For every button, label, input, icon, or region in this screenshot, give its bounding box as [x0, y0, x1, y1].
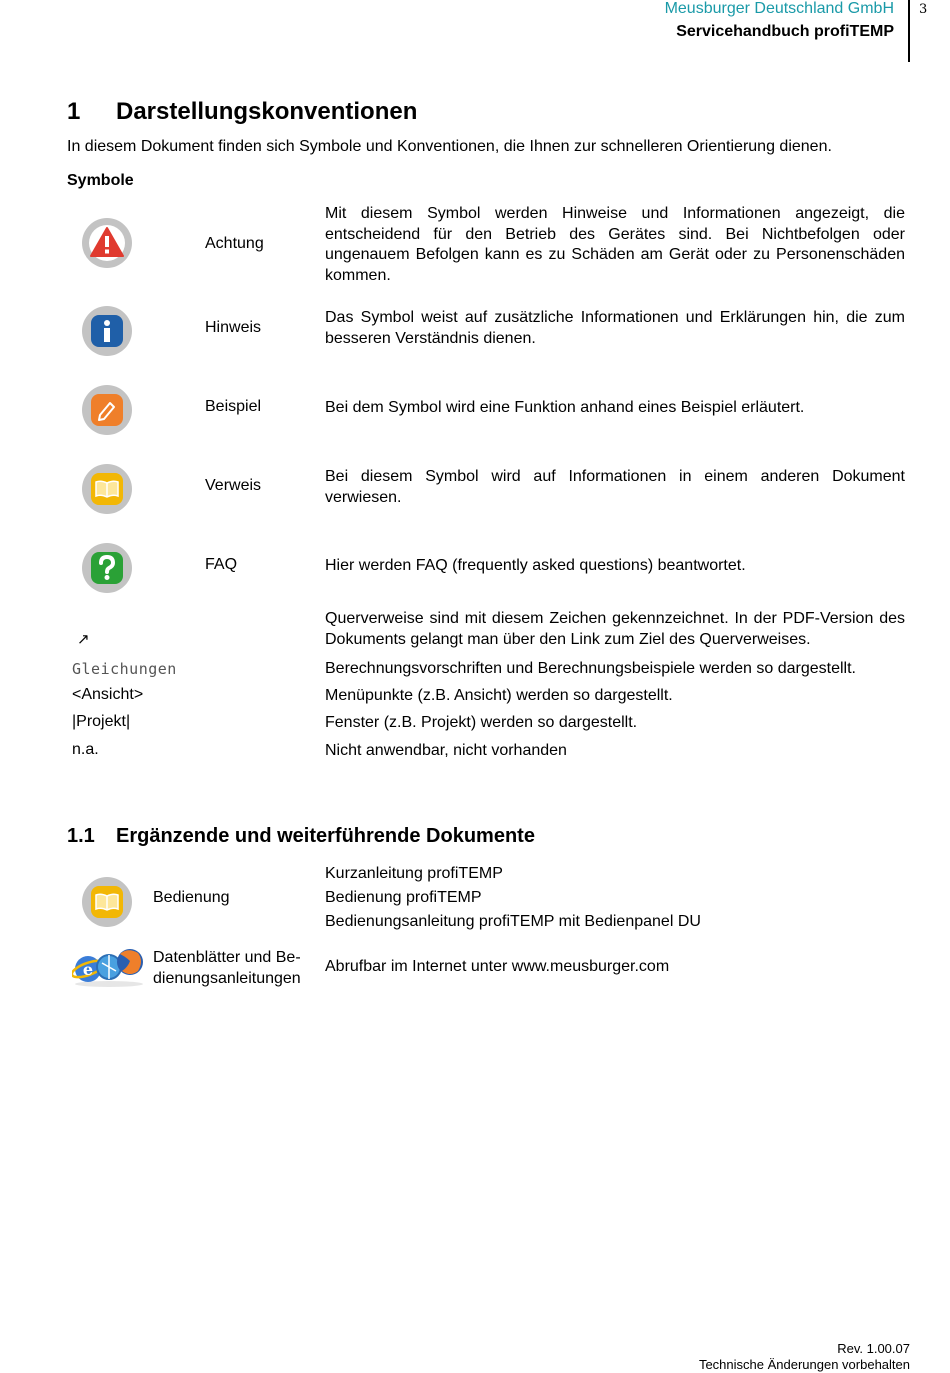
pencil-glyph — [95, 398, 119, 422]
doc-line-bedienungsanleitung: Bedienungsanleitung profiTEMP mit Bedienpanel DU — [325, 913, 701, 930]
symbol-desc-beispiel: Bei dem Symbol wird eine Funktion anhand eines Beispiel erläutert. — [325, 399, 805, 416]
symbol-label-beispiel: Beispiel — [205, 398, 262, 415]
symbol-label-hinweis: Hinweis — [205, 319, 262, 336]
question-icon — [82, 543, 132, 593]
subsection-number: 1.1 — [67, 825, 95, 847]
doc-label-bedienung: Bedienung — [153, 889, 230, 906]
book-icon — [82, 464, 132, 514]
question-icon-inner — [91, 552, 123, 584]
info-icon-inner — [91, 315, 123, 347]
symbol-desc-faq: Hier werden FAQ (frequently asked questions) beantwortet. — [325, 557, 746, 574]
cross-reference-arrow-icon: ↗ — [77, 631, 90, 648]
section-intro: In diesem Dokument finden sich Symbole und Konventionen, die Ihnen zur schnelleren Orientierung dienen. — [67, 138, 832, 155]
symbol-label-achtung: Achtung — [205, 235, 264, 252]
page-number: 3 — [919, 2, 928, 17]
convention-label-menu: <Ansicht> — [72, 686, 144, 703]
section-number: 1 — [67, 98, 81, 125]
book-glyph — [94, 892, 120, 912]
subsection-title: Ergänzende und weiterführende Dokumente — [116, 825, 535, 847]
convention-label-na: n.a. — [72, 741, 99, 758]
convention-desc-na: Nicht anwendbar, nicht vorhanden — [325, 742, 567, 759]
book-icon-inner — [91, 473, 123, 505]
doc-label-datasheets-line1: Datenblätter und Be- — [153, 949, 301, 966]
book-glyph — [94, 479, 120, 499]
company-name: Meusburger Deutschland GmbH — [664, 0, 894, 17]
convention-label-equations: Gleichungen — [72, 660, 177, 678]
doc-line-bedienung: Bedienung profiTEMP — [325, 889, 482, 906]
convention-label-window: |Projekt| — [72, 713, 131, 730]
symbol-desc-hinweis: Das Symbol weist auf zusätzliche Informationen und Erklärungen hin, die zum besseren Verständnis dienen. — [325, 309, 905, 347]
convention-desc-equations: Berechnungsvorschriften und Berechnungsbeispiele werden so dargestellt. — [325, 660, 856, 677]
convention-desc-window: Fenster (z.B. Projekt) werden so dargestellt. — [325, 714, 638, 731]
book-icon — [82, 877, 132, 927]
section-heading — [67, 98, 417, 126]
doc-line-kurzanleitung: Kurzanleitung profiTEMP — [325, 865, 503, 882]
question-glyph — [97, 555, 117, 581]
warning-icon-graphic — [87, 223, 127, 263]
doc-line-internet: Abrufbar im Internet unter www.meusburger.com — [325, 958, 670, 975]
convention-desc-crossref: Querverweise sind mit diesem Zeichen gekennzeichnet. In der PDF-Version des Dokuments gelangt man über den Link zum Ziel des Querverweises. — [325, 610, 905, 648]
doc-label-datasheets-line2: dienungsanleitungen — [153, 969, 301, 987]
pencil-icon-inner — [91, 394, 123, 426]
footer-revision: Rev. 1.00.07 — [837, 1341, 910, 1356]
pencil-icon — [82, 385, 132, 435]
doc-label-datasheets — [153, 948, 301, 989]
browser-icons — [72, 945, 146, 987]
convention-desc-menu: Menüpunkte (z.B. Ansicht) werden so dargestellt. — [325, 687, 673, 704]
section-title: Darstellungskonventionen — [116, 98, 418, 125]
info-icon — [82, 306, 132, 356]
symbol-desc-achtung: Mit diesem Symbol werden Hinweise und Informationen angezeigt, die entscheidend für den Betrieb des Gerätes sind. Bei Nichtbefolgen oder ungenauem Befolgen kann es zu Schäden am Gerät oder zu Personenschäden kommen. — [325, 205, 905, 284]
subsection-heading — [67, 825, 535, 848]
book-icon-inner — [91, 886, 123, 918]
svg-text:e: e — [82, 960, 94, 979]
symbol-label-verweis: Verweis — [205, 477, 262, 494]
symbol-label-faq: FAQ — [205, 556, 238, 573]
info-glyph — [100, 319, 114, 343]
warning-icon — [82, 218, 132, 268]
footer-notice: Technische Änderungen vorbehalten — [698, 1357, 910, 1372]
header-divider — [908, 0, 910, 62]
symbol-desc-verweis: Bei diesem Symbol wird auf Informationen in einem anderen Dokument verwiesen. — [325, 468, 905, 506]
manual-title: Servicehandbuch profiTEMP — [676, 23, 894, 40]
symbols-heading: Symbole — [67, 172, 134, 189]
